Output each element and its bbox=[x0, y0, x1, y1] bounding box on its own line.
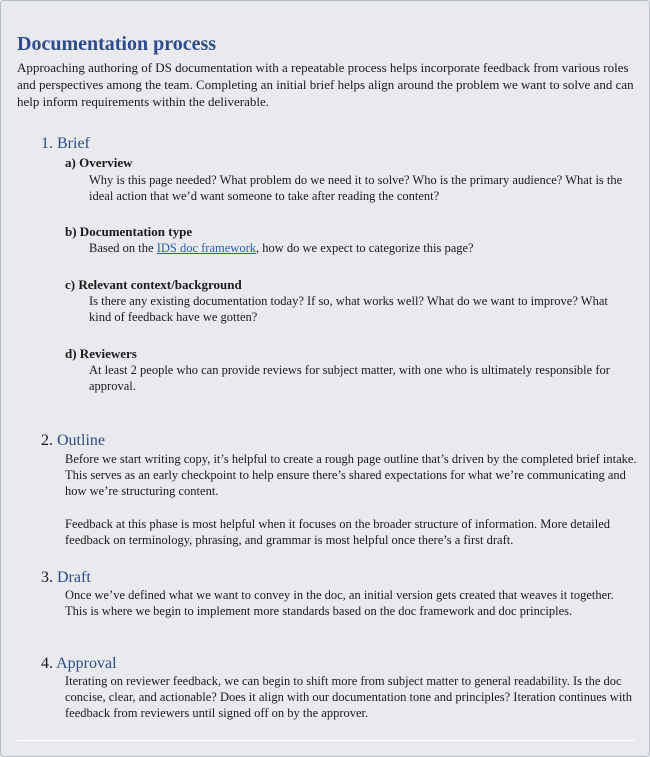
reviewers-text: At least 2 people who can provide reviews for subject matter, with one who is ultimately responsible for approval. bbox=[89, 363, 610, 393]
section-heading-approval bbox=[41, 654, 117, 674]
doc-type-text-before: Based on the bbox=[89, 241, 157, 255]
outline-paragraph-1: Before we start writing copy, it’s helpful to create a rough page outline that’s driven by the completed brief intake. This serves as an early checkpoint to help ensure there’s shared expectations for what we’re communicating and how we’re structuring content. bbox=[65, 452, 637, 498]
section-number: 4. bbox=[41, 655, 53, 672]
section-title: Draft bbox=[57, 569, 91, 586]
relevant-context-text: Is there any existing documentation today? If so, what works well? What do we want to improve? What kind of feedback have we gotten? bbox=[89, 294, 608, 324]
section-heading-brief bbox=[41, 134, 90, 154]
approval-paragraph: Iterating on reviewer feedback, we can begin to shift more from subject matter to general readability. Is the doc concise, clear, and actionable? Does it align with our documentation tone and principles? Iteration continues with feedback from reviewers until signed off on by the approver. bbox=[65, 674, 633, 720]
section-heading-draft bbox=[41, 568, 91, 588]
bottom-divider bbox=[17, 740, 635, 741]
section-number: 1. bbox=[41, 135, 53, 152]
outline-paragraph-2: Feedback at this phase is most helpful when it focuses on the broader structure of information. More detailed feedback on terminology, phrasing, and grammar is most helpful once there’s a first draft. bbox=[65, 517, 610, 547]
draft-paragraph: Once we’ve defined what we want to convey in the doc, an initial version gets created that weaves it together. This is where we begin to implement more standards based on the doc framework and doc principles. bbox=[65, 588, 614, 618]
intro-paragraph: Approaching authoring of DS documentation with a repeatable process helps incorporate feedback from various roles and perspectives among the team. Completing an initial brief helps align around the problem we want to solve and can help inform requirements within the deliverable. bbox=[17, 60, 634, 109]
subheading-overview: a) Overview bbox=[65, 155, 133, 170]
section-title: Approval bbox=[56, 655, 117, 672]
ids-doc-framework-link[interactable]: IDS doc framework bbox=[156, 241, 256, 255]
section-title: Brief bbox=[57, 135, 90, 152]
overview-text: Why is this page needed? What problem do we need it to solve? Who is the primary audience? What is the ideal action that we’d want someone to take after reading the content? bbox=[89, 173, 623, 203]
section-number: 2. bbox=[41, 432, 53, 449]
section-number: 3. bbox=[41, 569, 53, 586]
section-heading-outline bbox=[41, 431, 105, 451]
page-title: Documentation process bbox=[17, 33, 217, 55]
documentation-type-text bbox=[89, 240, 629, 256]
subheading-documentation-type: b) Documentation type bbox=[65, 224, 193, 239]
subheading-relevant-context: c) Relevant context/background bbox=[65, 277, 242, 292]
doc-type-text-after: , how do we expect to categorize this page? bbox=[255, 241, 474, 255]
section-title: Outline bbox=[57, 432, 105, 449]
subheading-reviewers: d) Reviewers bbox=[65, 346, 137, 361]
